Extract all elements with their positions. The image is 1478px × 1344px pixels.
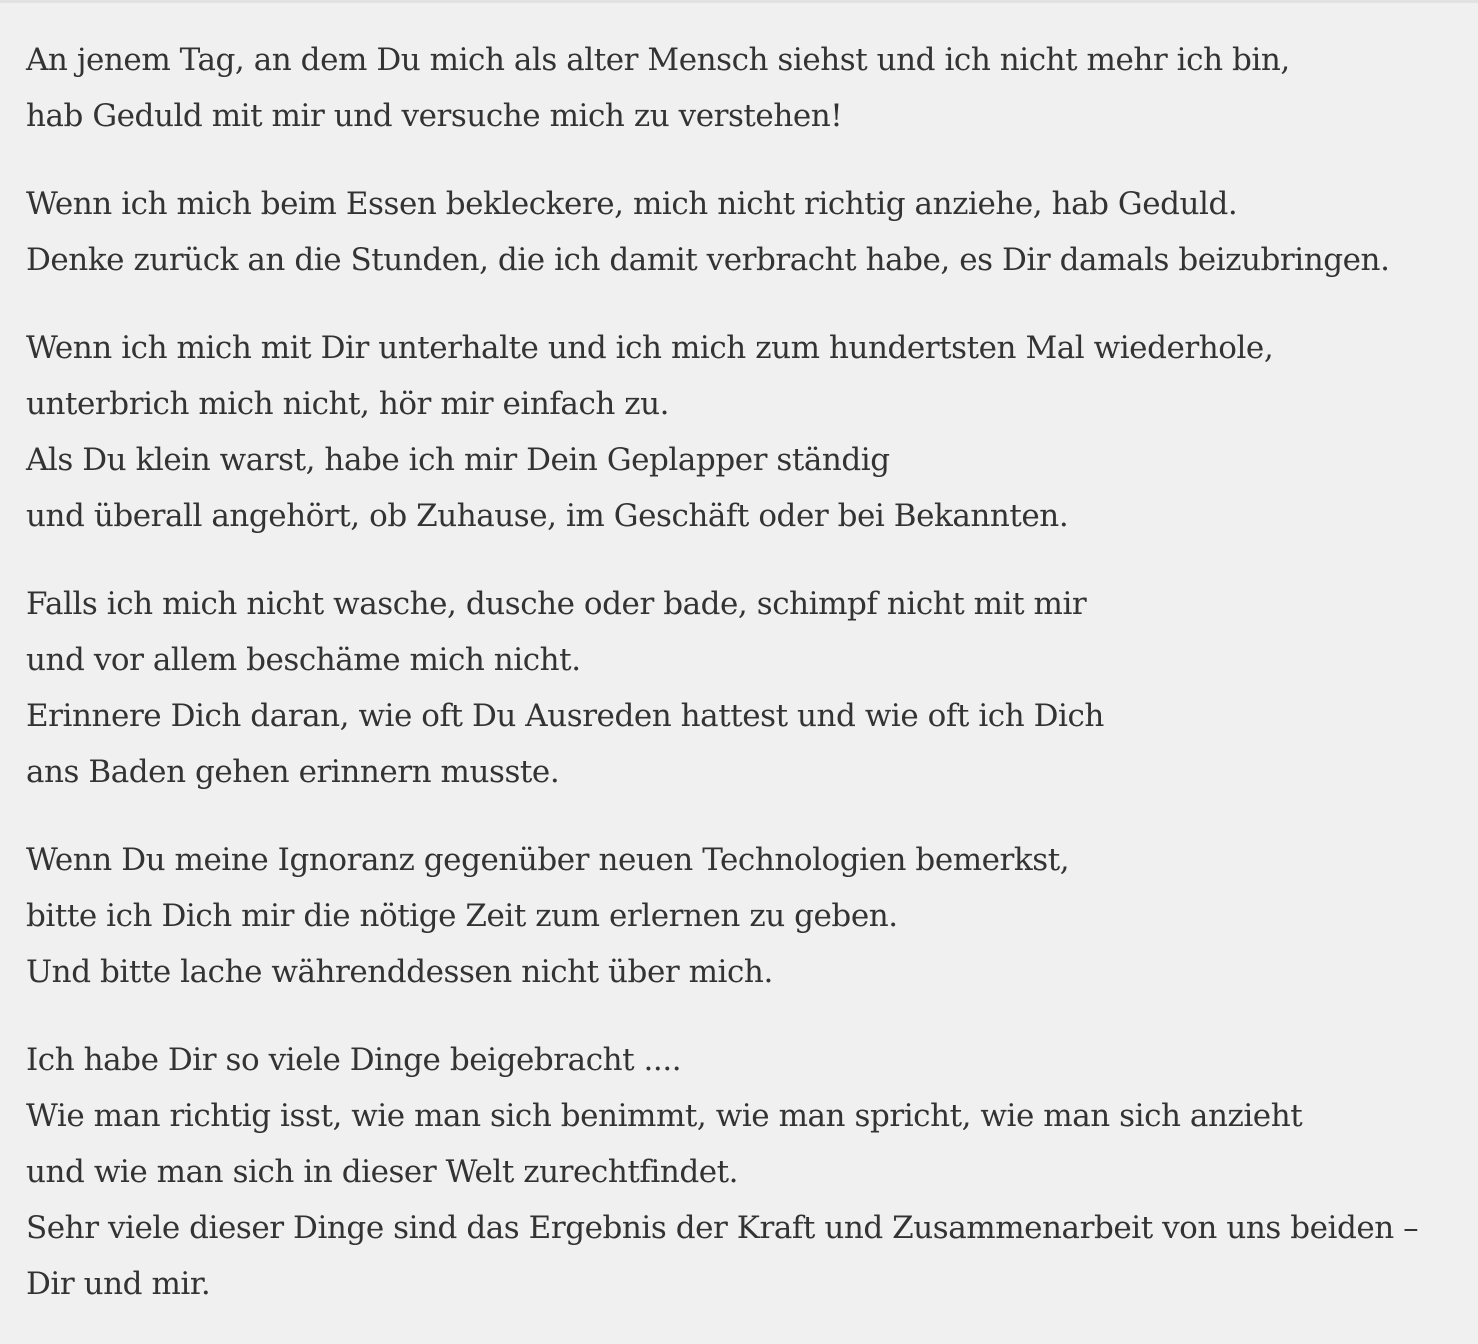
- poem-line: Sehr viele dieser Dinge sind das Ergebnis der Kraft und Zusammenarbeit von uns beiden –: [26, 1210, 1419, 1246]
- poem-line: unterbrich mich nicht, hör mir einfach zu.: [26, 386, 670, 422]
- poem-line: Wenn ich mich beim Essen bekleckere, mich nicht richtig anziehe, hab Geduld.: [26, 186, 1238, 222]
- stanza-2: [26, 176, 1466, 288]
- top-divider: [0, 0, 1478, 3]
- stanza-6: [26, 1032, 1466, 1312]
- poem-line: Als Du klein warst, habe ich mir Dein Geplapper ständig: [26, 442, 890, 478]
- poem-line: Ich habe Dir so viele Dinge beigebracht ....: [26, 1042, 682, 1078]
- stanza-4: [26, 576, 1466, 800]
- poem-line: Falls ich mich nicht wasche, dusche oder bade, schimpf nicht mit mir: [26, 586, 1087, 622]
- poem-line: bitte ich Dich mir die nötige Zeit zum erlernen zu geben.: [26, 898, 898, 934]
- poem-line: Wenn ich mich mit Dir unterhalte und ich mich zum hundertsten Mal wiederhole,: [26, 330, 1274, 366]
- poem-line: Erinnere Dich daran, wie oft Du Ausreden hattest und wie oft ich Dich: [26, 698, 1104, 734]
- poem-line: ans Baden gehen erinnern musste.: [26, 754, 560, 790]
- poem-line: und überall angehört, ob Zuhause, im Geschäft oder bei Bekannten.: [26, 498, 1069, 534]
- poem-line: An jenem Tag, an dem Du mich als alter Mensch siehst und ich nicht mehr ich bin,: [26, 42, 1290, 78]
- poem-line: Wenn Du meine Ignoranz gegenüber neuen Technologien bemerkst,: [26, 842, 1070, 878]
- poem-line: Dir und mir.: [26, 1266, 211, 1302]
- poem-line: Wie man richtig isst, wie man sich benimmt, wie man spricht, wie man sich anzieht: [26, 1098, 1303, 1134]
- stanza-1: [26, 32, 1466, 144]
- poem-line: hab Geduld mit mir und versuche mich zu verstehen!: [26, 98, 843, 134]
- poem-line: und wie man sich in dieser Welt zurechtfindet.: [26, 1154, 739, 1190]
- poem-text: [26, 32, 1466, 1344]
- poem-line: Und bitte lache währenddessen nicht über mich.: [26, 954, 773, 990]
- poem-line: und vor allem beschäme mich nicht.: [26, 642, 581, 678]
- stanza-5: [26, 832, 1466, 1000]
- stanza-3: [26, 320, 1466, 544]
- poem-line: Denke zurück an die Stunden, die ich damit verbracht habe, es Dir damals beizubringen.: [26, 242, 1390, 278]
